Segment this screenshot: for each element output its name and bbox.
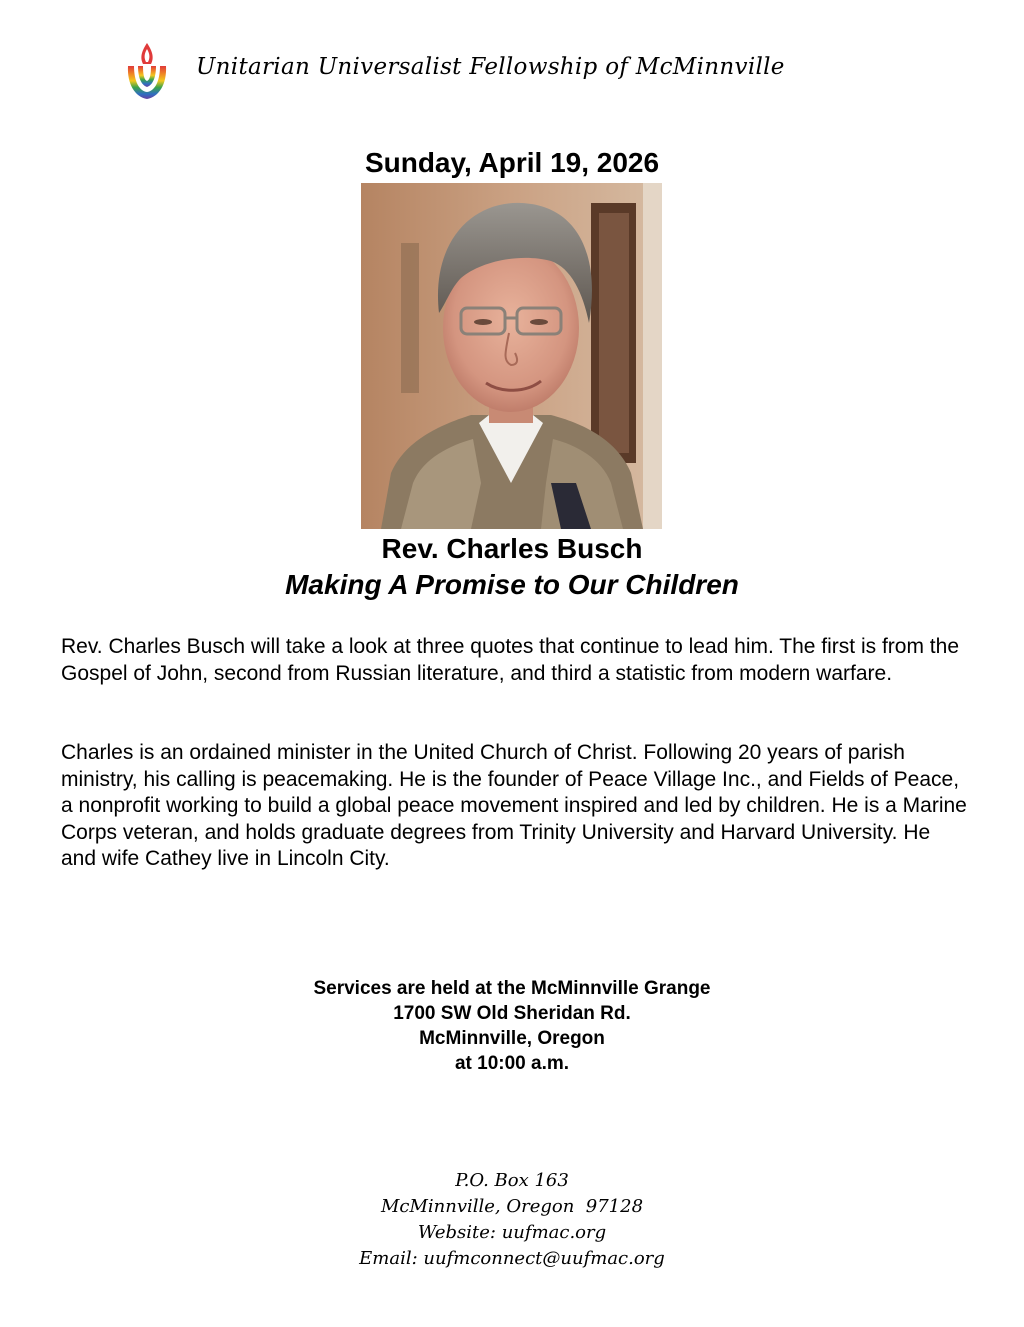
footer-email: Email: uufmconnect@uufmac.org [359,1248,665,1269]
services-info [0,976,1024,1076]
footer-contact [0,1168,1024,1272]
event-date: Sunday, April 19, 2026 [364,147,660,178]
speaker-photo [361,183,662,529]
biography-paragraph: Charles is an ordained minister in the United Church of Christ. Following 20 years of parish ministry, his calling is peacemaking. He is the founder of Peace Village Inc., and Fields of Peace, a nonprofit working to build a global peace movement inspired and led by children. He is a Marine Corps veteran, and holds graduate degrees from Trinity University and Harvard University. He and wife Cathey live in Lincoln City. [61,741,967,870]
footer-city: McMinnville, Oregon 97128 [380,1196,644,1217]
services-city: McMinnville, Oregon [419,1028,605,1049]
sermon-title: Making A Promise to Our Children [285,569,739,600]
header [124,40,884,102]
footer-website: Website: uufmac.org [417,1222,607,1243]
organization-name: Unitarian Universalist Fellowship of McMinnville [196,54,785,80]
services-venue: Services are held at the McMinnville Grange [313,978,711,999]
services-time: at 10:00 a.m. [454,1053,570,1074]
footer-po-box: P.O. Box 163 [455,1170,569,1191]
speaker-name: Rev. Charles Busch [381,533,643,564]
services-street: 1700 SW Old Sheridan Rd. [393,1003,631,1024]
chalice-flame-logo-icon [124,40,170,102]
description-paragraph: Rev. Charles Busch will take a look at three quotes that continue to lead him. The first is from the Gospel of John, second from Russian literature, and third a statistic from modern warfare. [61,635,959,685]
